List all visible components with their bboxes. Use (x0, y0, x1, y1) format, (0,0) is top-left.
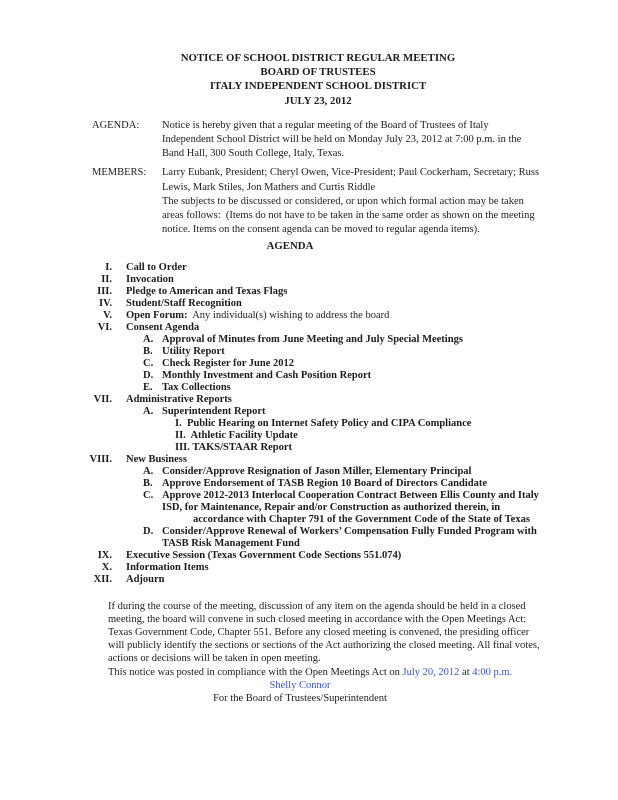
agenda-item-administrative-reports (0, 394, 618, 406)
item-label: Executive Session (Texas Government Code Sections 551.074) (126, 549, 402, 561)
item-numeral: VIII. (89, 453, 112, 465)
subitem-label: Monthly Investment and Cash Position Report (162, 369, 372, 381)
subitem-label: Approval of Minutes from June Meeting and July Special Meetings (162, 333, 463, 345)
subsubitem-label: I. Public Hearing on Internet Safety Policy and CIPA Compliance (175, 417, 472, 429)
agenda-subitem-monthly-investment (143, 370, 618, 382)
agenda-subitem-interlocal-contract-line2 (162, 502, 618, 514)
item-numeral: VII. (93, 393, 112, 405)
agenda-subsubitem-athletic-facility-update (175, 430, 618, 442)
agenda-subitem-minutes-approval (143, 334, 618, 346)
subitem-letter: D. (143, 369, 154, 381)
open-forum-description: Any individual(s) wishing to address the board (187, 309, 390, 321)
agenda-heading: AGENDA (266, 240, 314, 253)
item-numeral: III. (97, 285, 112, 297)
subitem-label: Superintendent Report (162, 405, 266, 417)
subsubitem-label: II. Athletic Facility Update (175, 429, 298, 441)
agenda-subitem-superintendent-report (143, 406, 618, 418)
agenda-item-call-to-order (0, 262, 618, 274)
subitem-label-continuation: ISD, for Maintenance, Repair and/or Construction as authorized therein, in (162, 501, 501, 513)
document-header (18, 0, 618, 108)
subitem-letter: A. (143, 465, 154, 477)
members-section (92, 166, 618, 237)
agenda-item-consent-agenda (0, 322, 618, 334)
posting-statement-line (108, 666, 608, 679)
subitem-letter: A. (143, 333, 154, 345)
item-label (126, 310, 389, 322)
subitem-label: Utility Report (162, 345, 225, 357)
agenda-subitem-interlocal-contract-line3 (193, 514, 618, 526)
agenda-subitem-resignation-jason-miller (143, 466, 618, 478)
agenda-item-executive-session (0, 550, 618, 562)
item-label: Administrative Reports (126, 393, 232, 405)
agenda-item-pledge (0, 286, 618, 298)
agenda-subitem-utility-report (143, 346, 618, 358)
item-label: Consent Agenda (126, 321, 200, 333)
subitem-label-continuation: accordance with Chapter 791 of the Government Code of the State of Texas (193, 513, 530, 525)
document-title-line3: ITALY INDEPENDENT SCHOOL DISTRICT (209, 80, 427, 93)
item-numeral: X. (101, 561, 112, 573)
subitem-label: Tax Collections (162, 381, 231, 393)
subitem-label: Consider/Approve Resignation of Jason Miller, Elementary Principal (162, 465, 472, 477)
subitem-label: Approve 2012-2013 Interlocal Cooperation Contract Between Ellis County and Italy (162, 489, 539, 501)
subitem-letter: C. (143, 489, 154, 501)
item-label: Invocation (126, 273, 174, 285)
item-numeral: VI. (97, 321, 112, 333)
document-title-line2: BOARD OF TRUSTEES (260, 66, 376, 79)
members-body: Larry Eubank, President; Cheryl Owen, Vice-President; Paul Cockerham, Secretary; Russ Lewis, Mark Stiles, Jon Mathers and Curtis Riddle The subjects to be discussed or considered, or upon which formal action may be taken areas follows: (Items do not have to be taken in the same order as shown on the meeting notice. Items on the consent agenda can be moved to regular agenda items). (162, 167, 540, 236)
subitem-label: Check Register for June 2012 (162, 357, 295, 369)
agenda-subitem-check-register (143, 358, 618, 370)
agenda-item-new-business (0, 454, 618, 466)
agenda-item-invocation (0, 274, 618, 286)
open-forum-title: Open Forum: (126, 309, 188, 321)
agenda-item-open-forum (0, 310, 618, 322)
item-numeral: II. (101, 273, 112, 285)
posting-time: 4:00 p.m. (472, 666, 513, 678)
agenda-subsubitem-taks-staar-report (175, 442, 618, 454)
agenda-subitem-workers-compensation-line2 (162, 538, 618, 550)
agenda-notice-section (92, 119, 618, 162)
posting-statement-connector: at (459, 666, 473, 678)
agenda-subitem-tasb-endorsement (143, 478, 618, 490)
item-label: New Business (126, 453, 187, 465)
posting-statement-text: This notice was posted in compliance with the Open Meetings Act on (108, 666, 403, 678)
subitem-letter: E. (143, 381, 153, 393)
item-numeral: I. (105, 261, 112, 273)
signature-title: For the Board of Trustees/Superintendent (213, 693, 387, 705)
item-label: Information Items (126, 561, 209, 573)
subitem-letter: A. (143, 405, 154, 417)
subitem-label: Consider/Approve Renewal of Workers’ Compensation Fully Funded Program with (162, 525, 537, 537)
item-numeral: V. (103, 309, 112, 321)
agenda-subsubitem-internet-safety-hearing (175, 418, 618, 430)
subitem-letter: C. (143, 357, 154, 369)
document-title-line1: NOTICE OF SCHOOL DISTRICT REGULAR MEETING (180, 52, 456, 64)
posting-date: July 20, 2012 (402, 666, 460, 678)
agenda-subitem-workers-compensation (143, 526, 618, 538)
members-label: MEMBERS: (92, 167, 147, 179)
item-label: Student/Staff Recognition (126, 297, 242, 309)
subitem-letter: B. (143, 477, 153, 489)
agenda-subitem-tax-collections (143, 382, 618, 394)
agenda-notice-body: Notice is hereby given that a regular meeting of the Board of Trustees of Italy Independent School District will be held on Monday July 23, 2012 at 7:00 p.m. in the Band Hall, 300 South College, Italy, Texas. (162, 119, 522, 160)
closing-statement-section (108, 600, 608, 706)
subitem-label: Approve Endorsement of TASB Region 10 Board of Directors Candidate (162, 477, 488, 489)
agenda-notice-label: AGENDA: (92, 119, 140, 131)
subitem-letter: D. (143, 525, 154, 537)
signature-name: Shelly Connor (269, 679, 331, 691)
agenda-subitem-interlocal-contract (143, 490, 618, 502)
item-numeral: IV. (99, 297, 112, 309)
item-numeral: XII. (93, 573, 112, 585)
item-label: Pledge to American and Texas Flags (126, 285, 288, 297)
item-label: Adjourn (126, 573, 165, 585)
agenda-list (0, 262, 618, 586)
agenda-item-student-staff-recognition (0, 298, 618, 310)
agenda-item-information-items (0, 562, 618, 574)
agenda-item-adjourn (0, 574, 618, 586)
item-label: Call to Order (126, 261, 187, 273)
subsubitem-label: III. TAKS/STAAR Report (175, 441, 292, 453)
closed-meeting-paragraph: If during the course of the meeting, discussion of any item on the agenda should be held in a closed meeting, the board will convene in such closed meeting in accordance with the Open Meetings Act: Texas Government Code, Chapter 551. Before any closed meeting is convened, the presiding officer will publicly identify the sections or sections of the Act authorizing the closed meeting. All final votes, actions or decisions will be taken in open meeting. (108, 600, 540, 665)
subitem-letter: B. (143, 345, 153, 357)
document-title-line4: JULY 23, 2012 (284, 94, 352, 107)
item-numeral: IX. (97, 549, 112, 561)
subitem-label-continuation: TASB Risk Management Fund (162, 537, 300, 549)
